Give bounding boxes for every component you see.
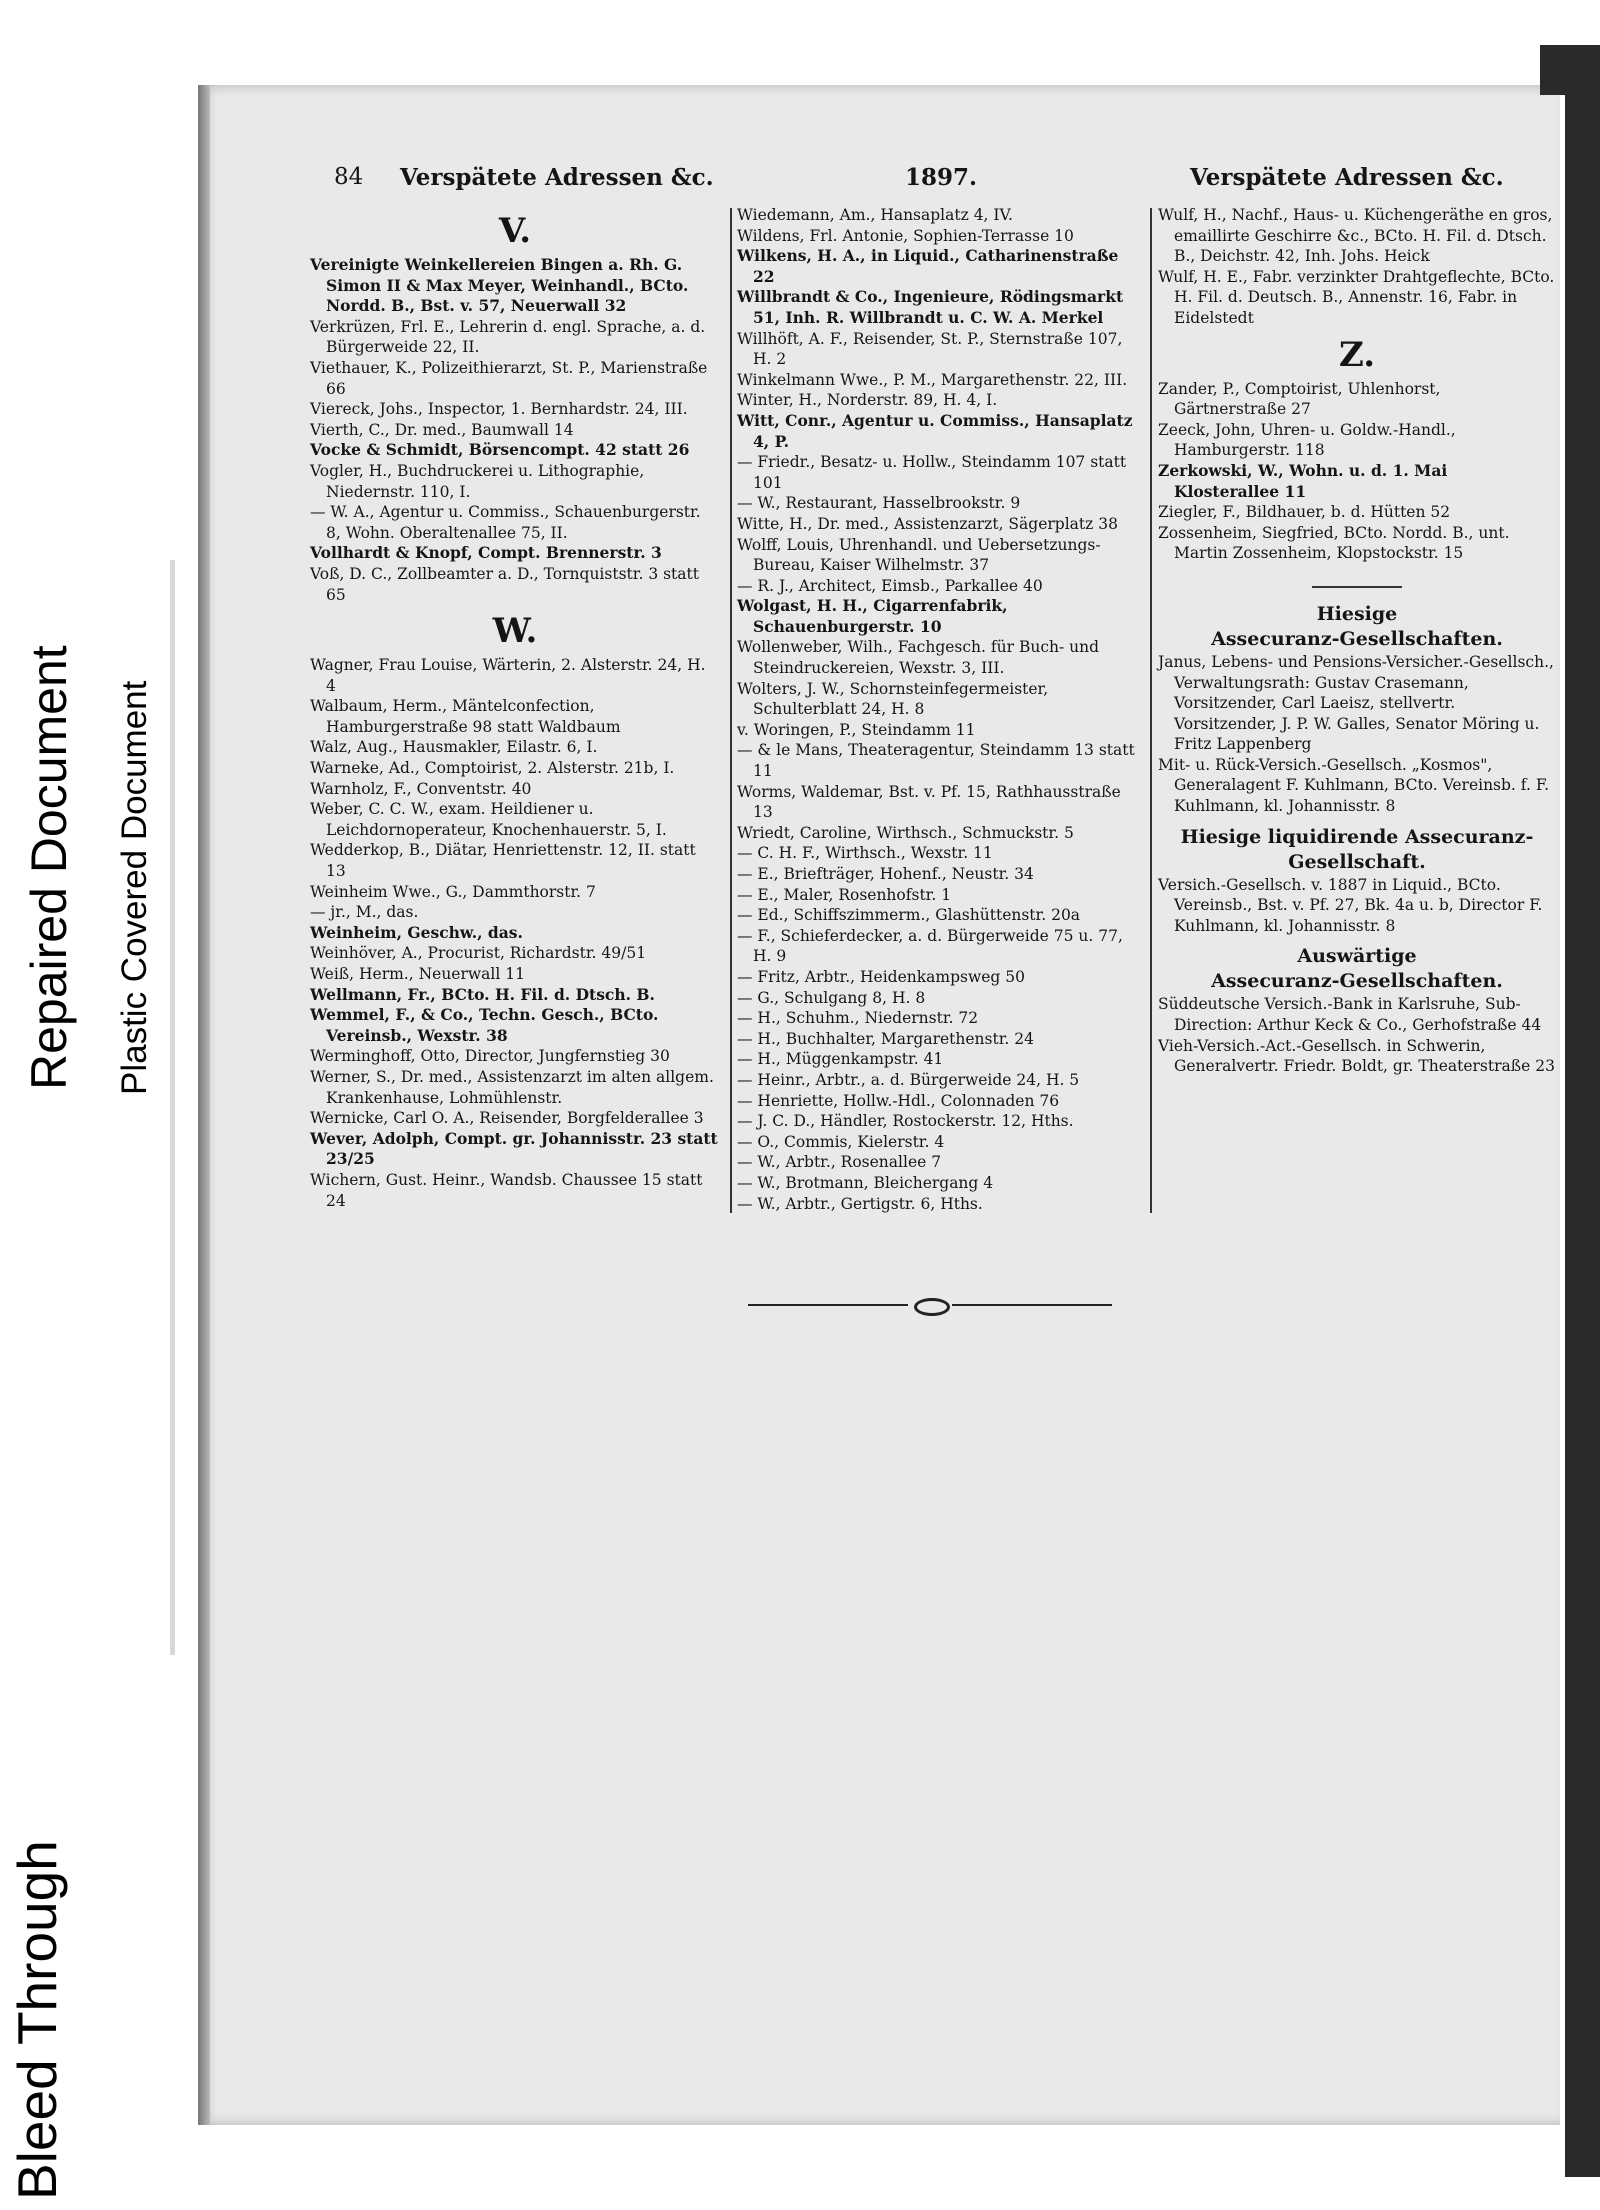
directory-entry: — W., Brotmann, Bleichergang 4: [737, 1173, 994, 1192]
directory-entry: Ziegler, F., Bildhauer, b. d. Hütten 52: [1158, 503, 1451, 522]
directory-entry: Vocke & Schmidt, Börsencompt. 42 statt 26: [310, 440, 690, 460]
page-header: [300, 160, 1560, 200]
directory-entry: — W., Restaurant, Hasselbrookstr. 9: [737, 494, 1021, 513]
page-binding-shadow: [198, 85, 210, 2125]
directory-entry: Mit- u. Rück-Versich.-Gesellsch. „Kosmos", Generalagent F. Kuhlmann, BCto. Vereinsb. f. F. Kuhlmann, kl. Johannisstr. 8: [1158, 755, 1550, 816]
directory-entry: — E., Briefträger, Hohenf., Neustr. 34: [737, 865, 1034, 883]
column-1: [310, 205, 720, 1211]
directory-entry: Viethauer, K., Polizeithierarzt, St. P., Marienstraße 66: [310, 358, 708, 398]
directory-entry: Wulf, H., Nachf., Haus- u. Küchengeräthe en gros, emaillirte Geschirre &c., BCto. H. Fil. d. Dtsch. B., Deichstr. 42, Inh. Johs. Heick: [1158, 206, 1553, 266]
directory-entry: Wilkens, H. A., in Liquid., Catharinenstraße 22: [737, 246, 1119, 286]
directory-entry: — Friedr., Besatz- u. Hollw., Steindamm 107 statt 101: [737, 453, 1127, 492]
directory-entry: Weinhöver, A., Procurist, Richardstr. 49/51: [310, 944, 647, 963]
directory-entry: — R. J., Architect, Eimsb., Parkallee 40: [737, 576, 1043, 595]
directory-entry: Vereinigte Weinkellereien Bingen a. Rh. G. Simon II & Max Meyer, Weinhandl., BCto. Nordd. B., Bst. v. 57, Neuerwall 32: [310, 255, 689, 316]
directory-entry: — E., Maler, Rosenhofstr. 1: [737, 885, 952, 904]
directory-entry: — W., Arbtr., Gertigstr. 6, Hths.: [737, 1194, 983, 1213]
directory-entry: Werminghoff, Otto, Director, Jungfernstieg 30: [310, 1047, 670, 1066]
directory-entry: — O., Commis, Kielerstr. 4: [737, 1132, 945, 1151]
directory-entry: Worms, Waldemar, Bst. v. Pf. 15, Rathhausstraße 13: [737, 782, 1121, 822]
directory-entry: Zossenheim, Siegfried, BCto. Nordd. B., unt. Martin Zossenheim, Klopstockstr. 15: [1158, 523, 1510, 563]
directory-entry: Wedderkop, B., Diätar, Henriettenstr. 12, II. statt 13: [310, 841, 696, 881]
entries-z: [1158, 379, 1556, 564]
entries-v: [310, 255, 720, 605]
directory-entry: Warneke, Ad., Comptoirist, 2. Alsterstr. 21b, I.: [310, 759, 675, 778]
entries-liquidating-insurance: [1158, 875, 1556, 937]
directory-entry: Warnholz, F., Conventstr. 40: [310, 779, 532, 798]
directory-entry: Wemmel, F., & Co., Techn. Gesch., BCto. Vereinsb., Wexstr. 38: [310, 1005, 659, 1045]
directory-entry: — C. H. F., Wirthsch., Wexstr. 11: [737, 844, 993, 863]
directory-entry: — Heinr., Arbtr., a. d. Bürgerweide 24, H. 5: [737, 1070, 1080, 1089]
directory-entry: Wever, Adolph, Compt. gr. Johannisstr. 23 statt 23/25: [310, 1128, 718, 1169]
directory-entry: Verkrüzen, Frl. E., Lehrerin d. engl. Sprache, a. d. Bürgerweide 22, II.: [310, 317, 706, 357]
directory-entry: Viereck, Johs., Inspector, 1. Bernhardstr. 24, III.: [310, 400, 688, 419]
section-heading-foreign: [1158, 944, 1556, 994]
directory-entry: Weber, C. C. W., exam. Heildiener u. Leichdornoperateur, Knochenhauerstr. 5, I.: [310, 800, 667, 839]
entries-wulf: [1158, 205, 1556, 329]
directory-entry: Wagner, Frau Louise, Wärterin, 2. Alsterstr. 24, H. 4: [310, 656, 706, 695]
directory-entry: Weinheim Wwe., G., Dammthorstr. 7: [310, 882, 596, 901]
directory-entry: Vollhardt & Knopf, Compt. Brennerstr. 3: [310, 543, 662, 563]
section-heading-local: [1158, 602, 1556, 652]
directory-entry: Weiß, Herm., Neuerwall 11: [310, 965, 525, 983]
directory-entry: — J. C. D., Händler, Rostockerstr. 12, Hths.: [737, 1112, 1074, 1131]
directory-entry: Janus, Lebens- und Pensions-Versicher.-Gesellsch., Verwaltungsrath: Gustav Crasemann, Vorsitzender, Carl Laeisz, stellvertr. Vorsitzender, J. P. W. Galles, Senator Möring u. Fritz Lappenberg: [1158, 652, 1554, 754]
directory-entry: Winkelmann Wwe., P. M., Margarethenstr. 22, III.: [737, 370, 1128, 389]
directory-entry: Wildens, Frl. Antonie, Sophien-Terrasse 10: [737, 226, 1074, 245]
letter-heading-v: V.: [498, 211, 532, 251]
directory-entry: — Henriette, Hollw.-Hdl., Colonnaden 76: [737, 1091, 1060, 1110]
directory-entry: — Fritz, Arbtr., Heidenkampsweg 50: [737, 967, 1025, 986]
section-heading-line: Assecuranz-Gesellschaften.: [1211, 627, 1503, 650]
directory-entry: — H., Buchhalter, Margarethenstr. 24: [737, 1029, 1035, 1048]
ornament-line: [748, 1304, 908, 1306]
directory-entry: v. Woringen, P., Steindamm 11: [737, 720, 976, 739]
directory-entry: Wriedt, Caroline, Wirthsch., Schmuckstr. 5: [737, 823, 1074, 842]
directory-entry: — G., Schulgang 8, H. 8: [737, 988, 926, 1007]
entries-local-insurance: [1158, 652, 1556, 817]
entries-w: [310, 655, 720, 1211]
left-running-title: Verspätete Adressen &c.: [400, 164, 714, 191]
directory-entry: — F., Schieferdecker, a. d. Bürgerweide 75 u. 77, H. 9: [737, 926, 1123, 966]
directory-entry: — jr., M., das.: [310, 903, 419, 922]
directory-entry: Wollenweber, Wilh., Fachgesch. für Buch- und Steindruckereien, Wexstr. 3, III.: [737, 638, 1100, 678]
directory-entry: Vieh-Versich.-Act.-Gesellsch. in Schwerin, Generalvertr. Friedr. Boldt, gr. Theaterstraße 23: [1158, 1036, 1555, 1076]
ornament-line: [952, 1304, 1112, 1306]
directory-entry: Winter, H., Norderstr. 89, H. 4, I.: [737, 391, 998, 410]
directory-entry: Zander, P., Comptoirist, Uhlenhorst, Gärtnerstraße 27: [1158, 379, 1441, 419]
directory-entry: Walz, Aug., Hausmakler, Eilastr. 6, I.: [310, 738, 598, 757]
directory-entry: Willbrandt & Co., Ingenieure, Rödingsmarkt 51, Inh. R. Willbrandt u. C. W. A. Merkel: [737, 287, 1124, 327]
letter-heading-w: W.: [492, 611, 538, 652]
directory-entry: Wulf, H. E., Fabr. verzinkter Drahtgeflechte, BCto. H. Fil. d. Deutsch. B., Annenstr. 16, Fabr. in Eidelstedt: [1158, 267, 1555, 327]
ornament-oval: [914, 1298, 950, 1316]
directory-entry: Wolff, Louis, Uhrenhandl. und Uebersetzungs-Bureau, Kaiser Wilhelmstr. 37: [737, 535, 1101, 575]
annotation-sidebar: [0, 0, 195, 2200]
directory-entry: — H., Müggenkampstr. 41: [737, 1050, 944, 1069]
directory-entry: Vogler, H., Buchdruckerei u. Lithographie, Niedernstr. 110, I.: [310, 461, 645, 501]
column-rule-2: [1150, 208, 1152, 1213]
end-ornament: [748, 1295, 1112, 1315]
directory-entry: Wichern, Gust. Heinr., Wandsb. Chaussee 15 statt 24: [310, 1170, 703, 1210]
directory-entry: Wolters, J. W., Schornsteinfegermeister, Schulterblatt 24, H. 8: [737, 679, 1049, 719]
directory-entry: Witt, Conr., Agentur u. Commiss., Hansaplatz 4, P.: [737, 410, 1133, 451]
section-heading-line: Hiesige liquidirende Assecuranz-: [1180, 825, 1534, 848]
plastic-covered-label: Plastic Covered Document: [115, 680, 154, 1095]
section-separator: [1312, 586, 1402, 588]
directory-entry: Voß, D. C., Zollbeamter a. D., Tornquiststr. 3 statt 65: [310, 564, 699, 604]
entries-w-continued: [737, 205, 1137, 1214]
year-title: 1897.: [905, 164, 978, 191]
scan-border-right: [1565, 45, 1600, 2177]
directory-entry: Wiedemann, Am., Hansaplatz 4, IV.: [737, 206, 1013, 224]
directory-entry: Zerkowski, W., Wohn. u. d. 1. Mai Klosterallee 11: [1158, 460, 1448, 501]
directory-entry: Vierth, C., Dr. med., Baumwall 14: [310, 420, 574, 439]
directory-entry: — Ed., Schiffszimmerm., Glashüttenstr. 20a: [737, 906, 1081, 925]
directory-entry: Weinheim, Geschw., das.: [310, 922, 523, 942]
directory-entry: Wernicke, Carl O. A., Reisender, Borgfelderallee 3: [310, 1109, 704, 1128]
directory-entry: — H., Schuhm., Niedernstr. 72: [737, 1009, 979, 1028]
directory-entry: Zeeck, John, Uhren- u. Goldw.-Handl., Hamburgerstr. 118: [1158, 420, 1456, 460]
directory-entry: Süddeutsche Versich.-Bank in Karlsruhe, Sub-Direction: Arthur Keck & Co., Gerhofstraße 44: [1158, 995, 1542, 1035]
section-heading-line: Assecuranz-Gesellschaften.: [1211, 970, 1503, 993]
directory-entry: Versich.-Gesellsch. v. 1887 in Liquid., BCto. Vereinsb., Bst. v. Pf. 27, Bk. 4a u. b, Director F. Kuhlmann, kl. Johannisstr. 8: [1158, 875, 1543, 935]
directory-entry: Wellmann, Fr., BCto. H. Fil. d. Dtsch. B.: [310, 984, 655, 1004]
bleed-through-label: Bleed Through: [6, 1840, 68, 2200]
letter-heading-z: Z.: [1338, 334, 1376, 375]
directory-entry: Wolgast, H. H., Cigarrenfabrik, Schauenburgerstr. 10: [737, 596, 1008, 636]
right-running-title: Verspätete Adressen &c.: [1190, 164, 1504, 191]
section-heading-line: Gesellschaft.: [1288, 850, 1426, 873]
repaired-document-label: Repaired Document: [21, 645, 77, 1090]
entries-foreign-insurance: [1158, 994, 1556, 1076]
directory-entry: Witte, H., Dr. med., Assistenzarzt, Sägerplatz 38: [737, 514, 1118, 533]
section-heading-liquidating: [1158, 825, 1556, 875]
page-number: 84: [334, 164, 364, 190]
column-2: [737, 205, 1137, 1214]
directory-entry: Walbaum, Herm., Mäntelconfection, Hamburgerstraße 98 statt Waldbaum: [310, 697, 621, 736]
directory-page: [300, 160, 1560, 1310]
directory-entry: Werner, S., Dr. med., Assistenzarzt im alten allgem. Krankenhause, Lohmühlenstr.: [310, 1067, 714, 1107]
directory-entry: — W. A., Agentur u. Commiss., Schauenburgerstr. 8, Wohn. Oberaltenallee 75, II.: [310, 503, 701, 542]
section-heading-line: Auswärtige: [1297, 945, 1417, 968]
directory-entry: — W., Arbtr., Rosenallee 7: [737, 1153, 942, 1172]
column-rule-1: [730, 208, 732, 1213]
directory-entry: Willhöft, A. F., Reisender, St. P., Sternstraße 107, H. 2: [737, 329, 1123, 369]
directory-entry: — & le Mans, Theateragentur, Steindamm 13 statt 11: [737, 741, 1135, 781]
label-divider: [170, 560, 175, 1655]
section-heading-line: Hiesige: [1316, 602, 1398, 625]
column-3: [1158, 205, 1556, 1077]
